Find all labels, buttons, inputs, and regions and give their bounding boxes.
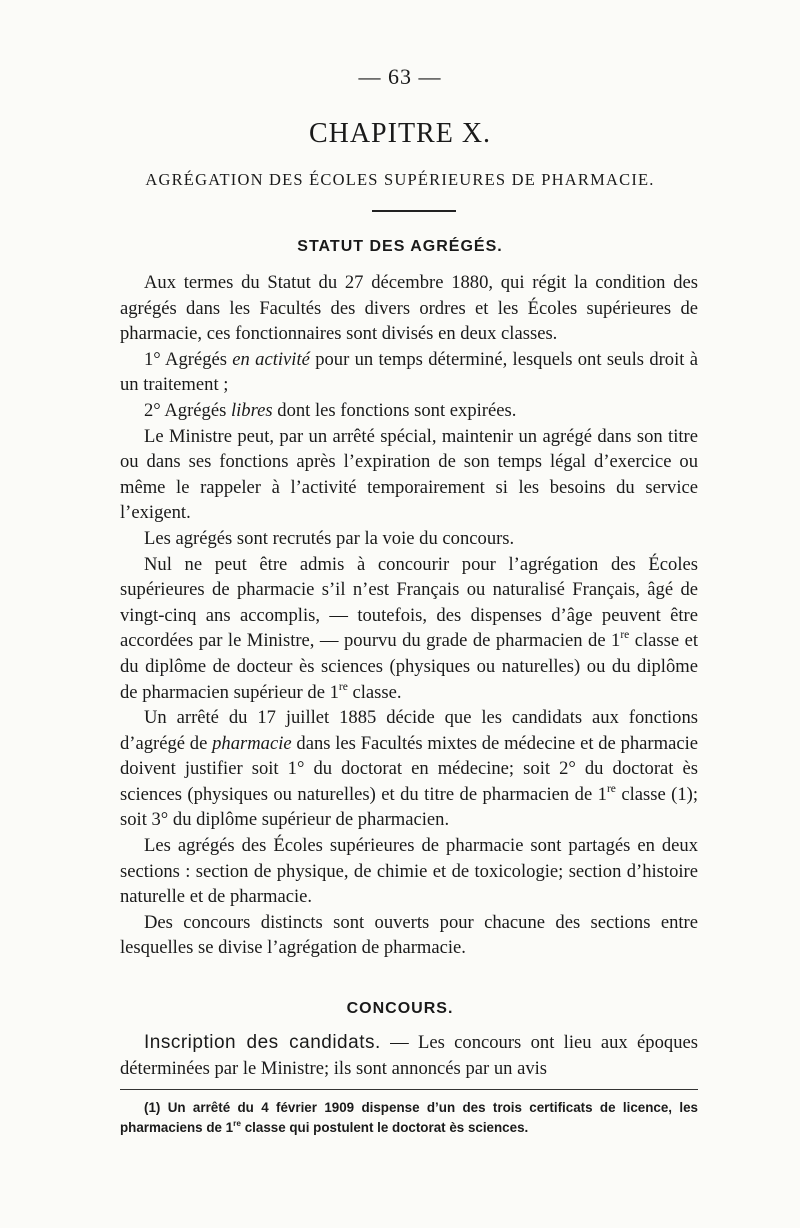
text-run: (1) Un arrêté du 4 février 1909 dispense d’un des trois certificats de licence, les pharmaciens de 1 — [120, 1100, 698, 1135]
text-run: Nul ne peut être admis à concourir pour l’agrégation des Écoles supérieures de pharmacie s’il n’est Français ou naturalisé Français, âgé de vingt-cinq ans accomplis, — toutefois, des dispenses d’âge peuvent être accordées par le Ministre, — pourvu du grade de pharmacien de 1 — [120, 553, 698, 652]
text-run: classe qui postulent le doctorat ès sciences. — [240, 1120, 529, 1135]
text-run: Des concours distincts sont ouverts pour chacune des sections entre lesquelles se divise l’agrégation de pharmacie. — [120, 911, 698, 959]
text-run: pour un temps déterminé, lesquels ont seuls droit à un traitement ; — [120, 348, 699, 396]
text-run: classe et du diplôme de docteur ès sciences (physiques ou naturelles) ou du diplôme de pharmacien supérieur de 1 — [120, 630, 698, 703]
paragraph — [120, 424, 698, 526]
text-run: Aux termes du Statut du 27 décembre 1880, qui régit la condition des agrégés dans les Facultés des divers ordres et les Écoles supérieures de pharmacie, ces fonctionnaires sont divisés en deux classes. — [120, 272, 698, 345]
paragraph — [120, 833, 698, 910]
footnote-divider — [120, 1089, 698, 1090]
text-run: dans les Facultés mixtes de médecine et de pharmacie doivent justifier soit 1° du doctorat en médecine; soit 2° du doctorat ès sciences (physiques ou naturelles) et du titre de pharmacien de 1 — [120, 732, 698, 805]
text-run: 2° Agrégés — [144, 399, 231, 421]
footnote — [120, 1098, 698, 1138]
emphasis: pharmacie — [212, 732, 292, 754]
section-concours-body — [120, 1030, 698, 1081]
chapter-subtitle: AGRÉGATION DES ÉCOLES SUPÉRIEURES DE PHARMACIE. — [145, 170, 655, 189]
title-divider — [372, 210, 456, 212]
paragraph — [120, 910, 698, 961]
paragraph — [120, 705, 698, 833]
paragraph — [120, 1030, 698, 1081]
text-run: 1° Agrégés — [144, 348, 233, 370]
text-run: dont les fonctions sont expirées. — [272, 399, 517, 421]
section-statut-body — [120, 270, 698, 961]
chapter-title: CHAPITRE X. — [308, 118, 492, 149]
section-title-concours: CONCOURS. — [346, 1000, 454, 1017]
text-run: Les agrégés sont recrutés par la voie du concours. — [144, 527, 515, 549]
emphasis: libres — [230, 399, 273, 421]
run-in-heading: Inscription des candidats. — [144, 1032, 381, 1053]
text-run: Le Ministre peut, par un arrêté spécial, maintenir un agrégé dans son titre ou dans ses fonctions après l’expiration de son temps légal d’exercice ou même le rappeler à l’activité temporairement si les besoins du service l’exigent. — [120, 425, 698, 524]
superscript: re — [338, 680, 348, 693]
text-run: Les agrégés des Écoles supérieures de pharmacie sont partagés en deux sections : section de physique, de chimie et de toxicologie; section d’histoire naturelle et de pharmacie. — [120, 835, 698, 908]
superscript: re — [620, 629, 630, 642]
paragraph — [120, 526, 698, 552]
text-run: Un arrêté du 17 juillet 1885 décide que les candidats aux fonctions d’agrégé de — [120, 707, 698, 754]
paragraph — [120, 270, 698, 347]
footnote-text — [120, 1098, 698, 1138]
page-number: — 63 — — [358, 64, 442, 89]
emphasis: en activité — [232, 348, 310, 370]
text-run: classe (1); soit 3° du diplôme supérieur de pharmacien. — [120, 783, 698, 831]
paragraph — [120, 398, 698, 424]
text-run: — Les concours ont lieu aux époques déterminées par le Ministre; ils sont annoncés par un avis — [120, 1032, 698, 1079]
paragraph — [120, 552, 698, 706]
superscript: re — [233, 1118, 241, 1129]
paragraph — [120, 347, 698, 398]
text-run: classe. — [347, 681, 402, 703]
section-title-statut: STATUT DES AGRÉGÉS. — [297, 238, 503, 255]
superscript: re — [606, 782, 616, 795]
